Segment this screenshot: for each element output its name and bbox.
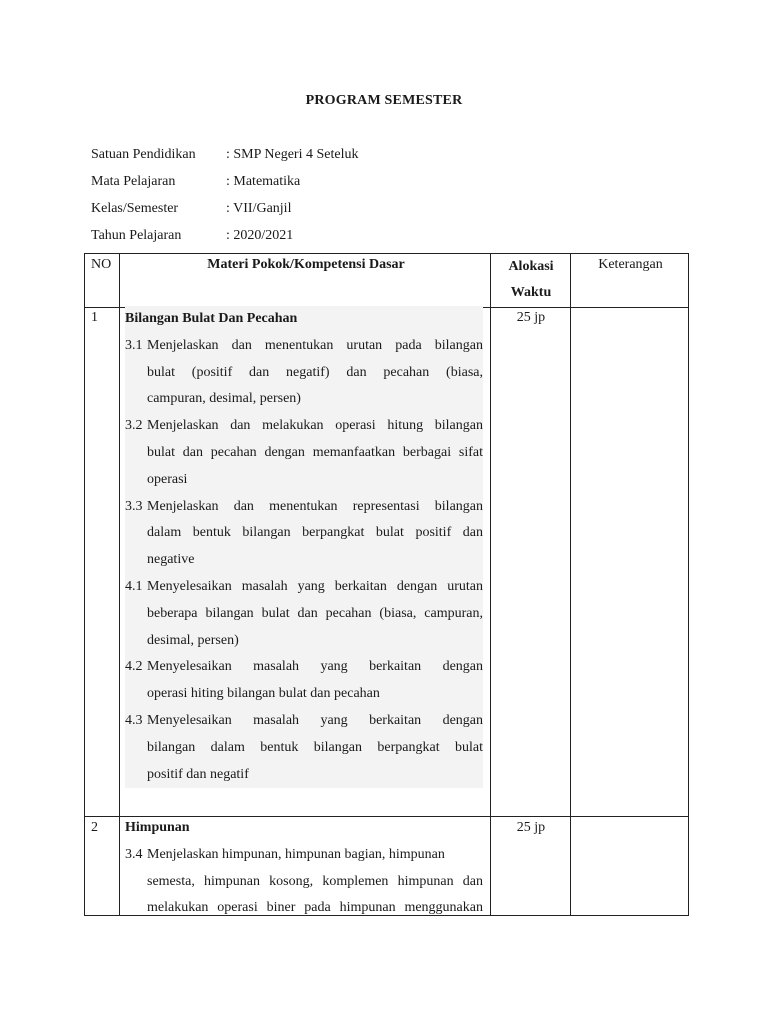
meta-label: Tahun Pelajaran xyxy=(91,228,182,243)
kd-line: Menjelaskan dan menentukan representasi bilangan xyxy=(147,498,483,514)
kd-line: Menjelaskan himpunan, himpunan bagian, himpunan xyxy=(147,846,445,862)
kd-line: bulat dan pecahan dengan memanfaatkan berbagai sifat xyxy=(147,444,483,460)
kd-item xyxy=(125,574,483,601)
meta-row xyxy=(91,199,358,226)
kd-line: negative xyxy=(147,552,195,568)
kd-item xyxy=(125,333,483,360)
kd-item xyxy=(125,413,483,440)
kd-line: Menjelaskan dan menentukan urutan pada bilangan xyxy=(147,337,483,353)
program-table xyxy=(84,253,689,916)
header-alokasi-line: Waktu xyxy=(510,285,552,300)
kd-number: 3.1 xyxy=(125,337,143,353)
kd-number: 4.2 xyxy=(125,659,143,675)
kd-line: melakukan operasi biner pada himpunan menggunakan xyxy=(147,900,483,916)
kd-item xyxy=(125,494,483,521)
kd-number: 3.2 xyxy=(125,418,143,434)
kd-number: 4.3 xyxy=(125,712,143,728)
kd-line: operasi hiting bilangan bulat dan pecahan xyxy=(147,686,380,702)
header-no: NO xyxy=(91,257,112,272)
document-title: PROGRAM SEMESTER xyxy=(305,93,463,108)
kd-line: Menyelesaikan masalah yang berkaitan dengan xyxy=(147,659,483,675)
meta-value: : 2020/2021 xyxy=(226,228,294,243)
meta-label: Satuan Pendidikan xyxy=(91,147,196,162)
kd-line: positif dan negatif xyxy=(147,766,249,782)
kd-line: beberapa bilangan bulat dan pecahan (biasa, campuran, xyxy=(147,605,483,621)
meta-value: : VII/Ganjil xyxy=(226,201,292,216)
meta-value: : Matematika xyxy=(226,174,301,189)
document-meta xyxy=(91,145,358,253)
kd-line: Menyelesaikan masalah yang berkaitan dengan urutan xyxy=(147,578,483,594)
kd-line: semesta, himpunan kosong, komplemen himpunan dan xyxy=(147,873,483,889)
kd-number: 4.1 xyxy=(125,578,143,594)
kd-item xyxy=(125,654,483,681)
topic-title: Bilangan Bulat Dan Pecahan xyxy=(125,311,298,326)
meta-row xyxy=(91,226,358,253)
kd-line: Menjelaskan dan melakukan operasi hitung bilangan xyxy=(147,418,483,434)
kd-line: Menyelesaikan masalah yang berkaitan dengan xyxy=(147,712,483,728)
kd-line: bilangan dalam bentuk bilangan berpangkat bulat xyxy=(147,739,483,755)
kd-line: bulat (positif dan negatif) dan pecahan (biasa, xyxy=(147,364,483,380)
kd-item xyxy=(125,708,483,735)
row-alokasi: 25 jp xyxy=(516,820,546,835)
header-alokasi xyxy=(491,254,571,306)
kd-line: dalam bentuk bilangan berpangkat bulat positif dan xyxy=(147,525,483,541)
kd-number: 3.3 xyxy=(125,498,143,514)
kd-line: desimal, persen) xyxy=(147,632,239,648)
meta-row xyxy=(91,145,358,172)
meta-label: Mata Pelajaran xyxy=(91,174,176,189)
meta-row xyxy=(91,172,358,199)
row-content xyxy=(125,815,483,922)
kd-line: operasi xyxy=(147,471,188,487)
topic-title: Himpunan xyxy=(125,820,190,835)
row-content xyxy=(125,306,483,788)
row-alokasi: 25 jp xyxy=(516,310,546,325)
row-number: 2 xyxy=(91,820,98,835)
meta-value: : SMP Negeri 4 Seteluk xyxy=(226,147,359,162)
meta-label: Kelas/Semester xyxy=(91,201,179,216)
row-number: 1 xyxy=(91,310,98,325)
kd-item xyxy=(125,842,483,869)
header-materi: Materi Pokok/Kompetensi Dasar xyxy=(207,257,405,272)
kd-line: campuran, desimal, persen) xyxy=(147,391,301,407)
header-keterangan: Keterangan xyxy=(598,257,663,272)
header-alokasi-line: Alokasi xyxy=(508,259,554,274)
kd-number: 3.4 xyxy=(125,846,143,862)
